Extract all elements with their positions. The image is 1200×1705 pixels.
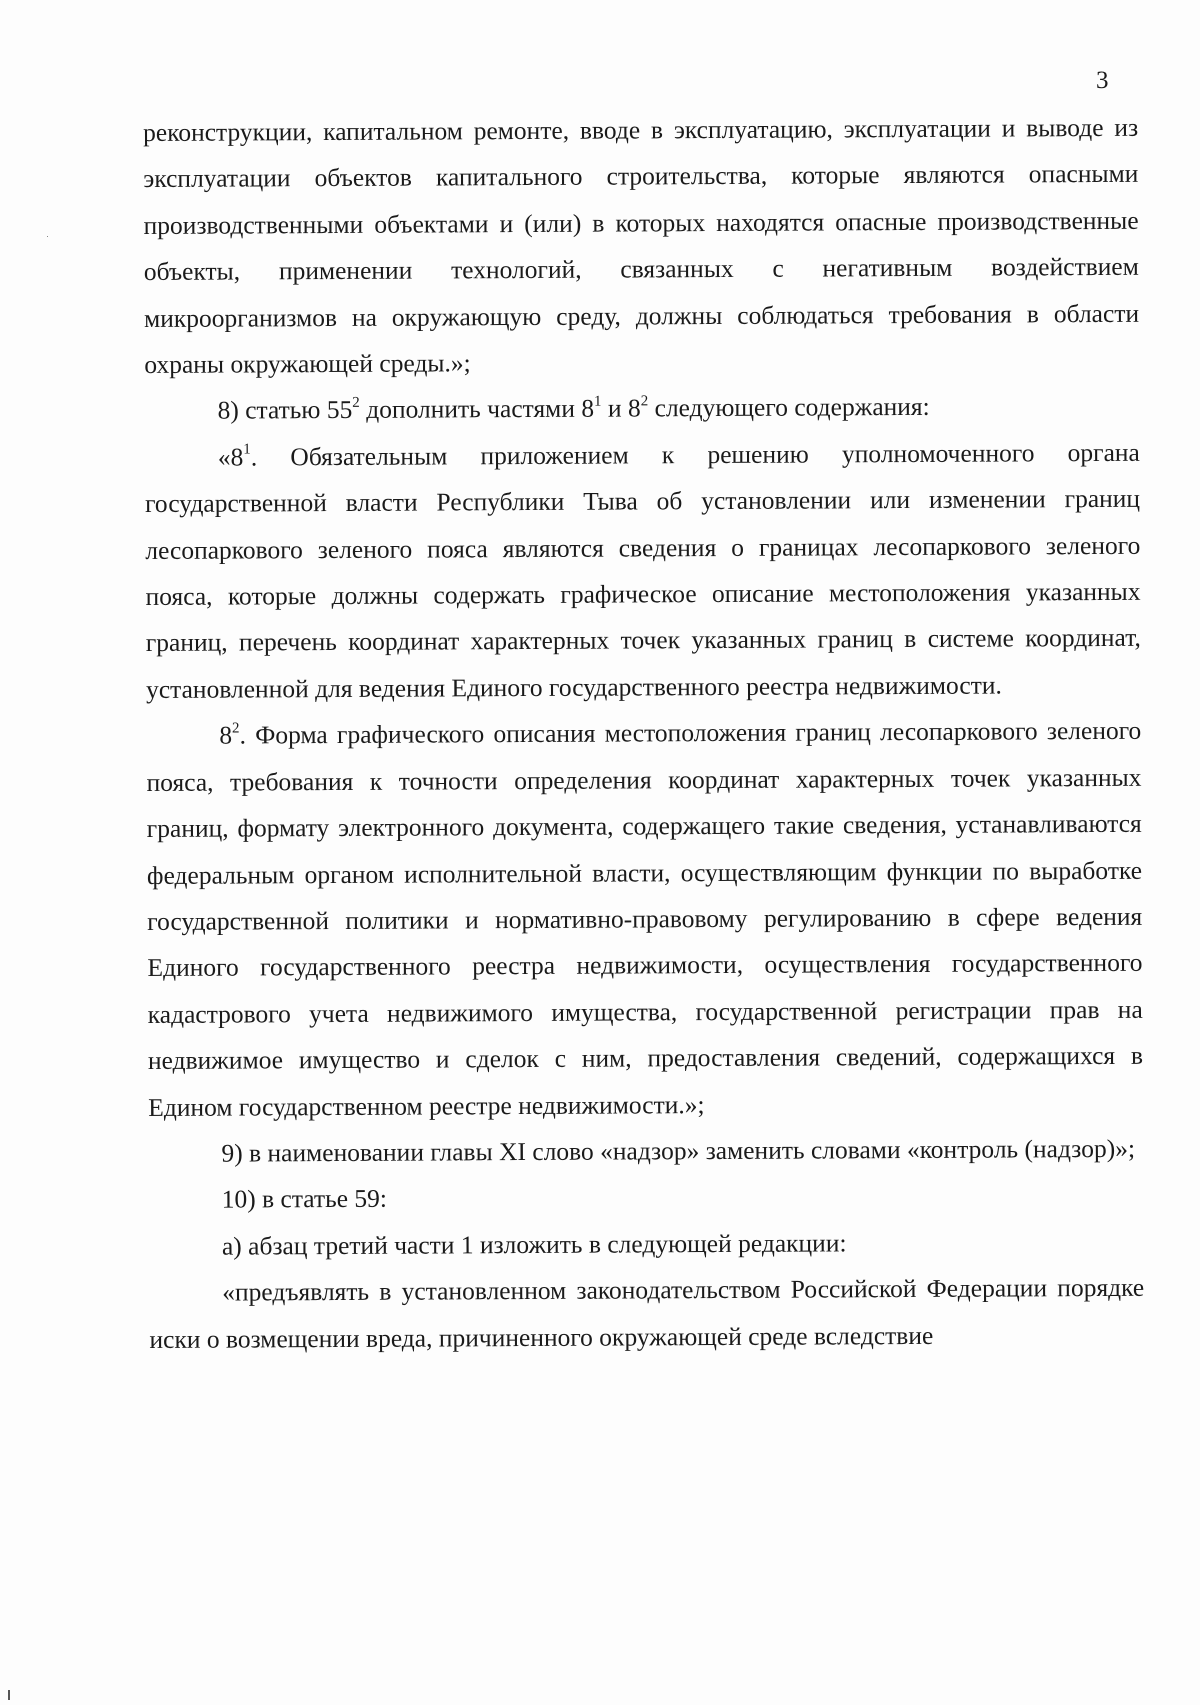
- paragraph-p6: [149, 1172, 1144, 1224]
- paragraph-p5: [148, 1126, 1143, 1178]
- superscript: 1: [593, 393, 602, 410]
- text-run: и 8: [601, 393, 641, 424]
- paragraph-p7: [149, 1219, 1144, 1271]
- text-run: а) абзац третий части 1 изложить в следующей редакции:: [221, 1228, 847, 1261]
- text-run: 8) статью 55: [217, 395, 353, 426]
- document-body: [143, 105, 1145, 1363]
- paragraph-p1: [143, 105, 1139, 389]
- paragraph-p4: [146, 708, 1143, 1131]
- superscript: 2: [640, 393, 649, 410]
- superscript: 2: [352, 394, 360, 411]
- text-run: «8: [217, 442, 244, 472]
- text-run: 8: [219, 720, 233, 750]
- text-run: 10) в статье 59:: [221, 1184, 388, 1214]
- text-run: . Форма графического описания местоположения границ лесопаркового зеленого пояса, требования к точности определения координат характерных точек указанных границ, формату электронного документа, содержащего такие сведения, устанавливаются федеральным органом исполнительной власти, осуществляющим функции по выработке государственной политики и нормативно-правовому регулированию в сфере ведения Единого государственного реестра недвижимости, осуществления государственного кадастрового учета недвижимого имущества, государственной регистрации прав на недвижимое имущество и сделок с ним, предоставления сведений, содержащихся в Едином государственном реестре недвижимости.»;: [146, 716, 1144, 1122]
- scan-artifact-mark: [8, 1690, 10, 1700]
- text-run: 9) в наименовании главы XI слово «надзор» заменить словами «контроль (надзор)»;: [221, 1133, 1136, 1168]
- superscript: 2: [231, 720, 240, 737]
- text-run: дополнить частями 8: [359, 394, 595, 425]
- text-run: реконструкции, капитальном ремонте, вводе в эксплуатацию, эксплуатации и выводе из эксплуатации объектов капитального строительства, которые являются опасными производственными объектами и (или) в которых находятся опасные производственные объекты, применении технологий, связанных с негативным воздействием микроорганизмов на окружающую среду, должны соблюдаться требования в области охраны окружающей среды.»;: [143, 112, 1140, 380]
- text-run: следующего содержания:: [648, 392, 930, 423]
- scan-artifact-speck: [47, 236, 48, 237]
- text-run: . Обязательным приложением к решению уполномоченного органа государственной власти Республики Тыва об установлении или изменении границ лесопаркового зеленого пояса являются сведения о границах лесопаркового зеленого пояса, которые должны содержать графическое описание местоположения указанных границ, перечень координат характерных точек указанных границ в системе координат, установленной для ведения Единого государственного реестра недвижимости.: [144, 437, 1141, 704]
- paragraph-p2: [144, 383, 1139, 435]
- text-run: «предъявлять в установленном законодательством Российской Федерации порядке иски о возмещении вреда, причиненного окружающей среде вследствие: [149, 1272, 1145, 1354]
- paragraph-p3: [145, 430, 1141, 714]
- superscript: 1: [243, 441, 251, 458]
- page-number: 3: [1096, 67, 1109, 94]
- paragraph-p8: [149, 1265, 1144, 1363]
